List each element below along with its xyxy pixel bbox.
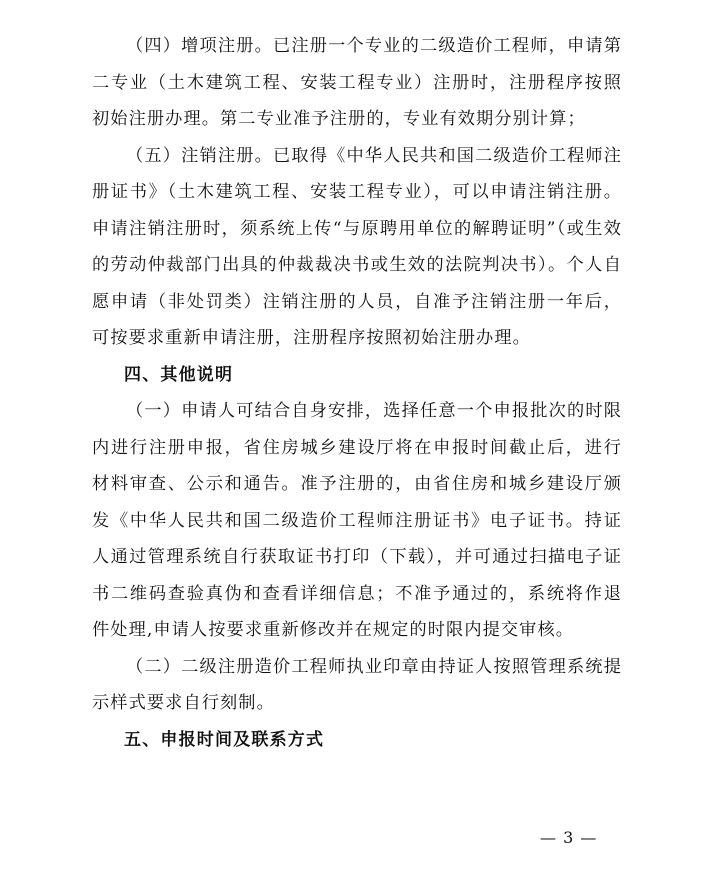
page-number: — 3 — — [540, 828, 598, 847]
paragraph-item-5: （五）注销注册。已取得《中华人民共和国二级造价工程师注册证书》（土木建筑工程、安装工程专业），可以申请注销注册。申请注销注册时，须系统上传“与原聘用单位的解聘证明”（或生效的劳动仲裁部门出具的仲裁裁决书或生效的法院判决书）。个人自愿申请（非处罚类）注销注册的人员，自准予注销注册一年后，可按要求重新申请注册，注册程序按照初始注册办理。 — [92, 145, 622, 348]
document-body — [92, 28, 622, 758]
paragraph-note-2: （二）二级注册造价工程师执业印章由持证人按照管理系统提示样式要求自行刻制。 — [92, 656, 622, 713]
paragraph-note-1: （一）申请人可结合自身安排，选择任意一个申报批次的时限内进行注册申报，省住房城乡建设厅将在申报时间截止后，进行材料审查、公示和通告。准予注册的，由省住房和城乡建设厅颁发《中华人民共和国二级造价工程师注册证书》电子证书。持证人通过管理系统自行获取证书打印（下载），并可通过扫描电子证书二维码查验真伪和查看详细信息；不准予通过的，系统将作退件处理,申请人按要求重新修改并在规定的时限内提交审核。 — [92, 401, 622, 640]
paragraph-item-4: （四）增项注册。已注册一个专业的二级造价工程师，申请第二专业（土木建筑工程、安装工程专业）注册时，注册程序按照初始注册办理。第二专业准予注册的，专业有效期分别计算； — [92, 36, 622, 129]
section-heading-time-contact: 五、申报时间及联系方式 — [124, 729, 325, 750]
section-heading-other-notes: 四、其他说明 — [124, 364, 234, 385]
